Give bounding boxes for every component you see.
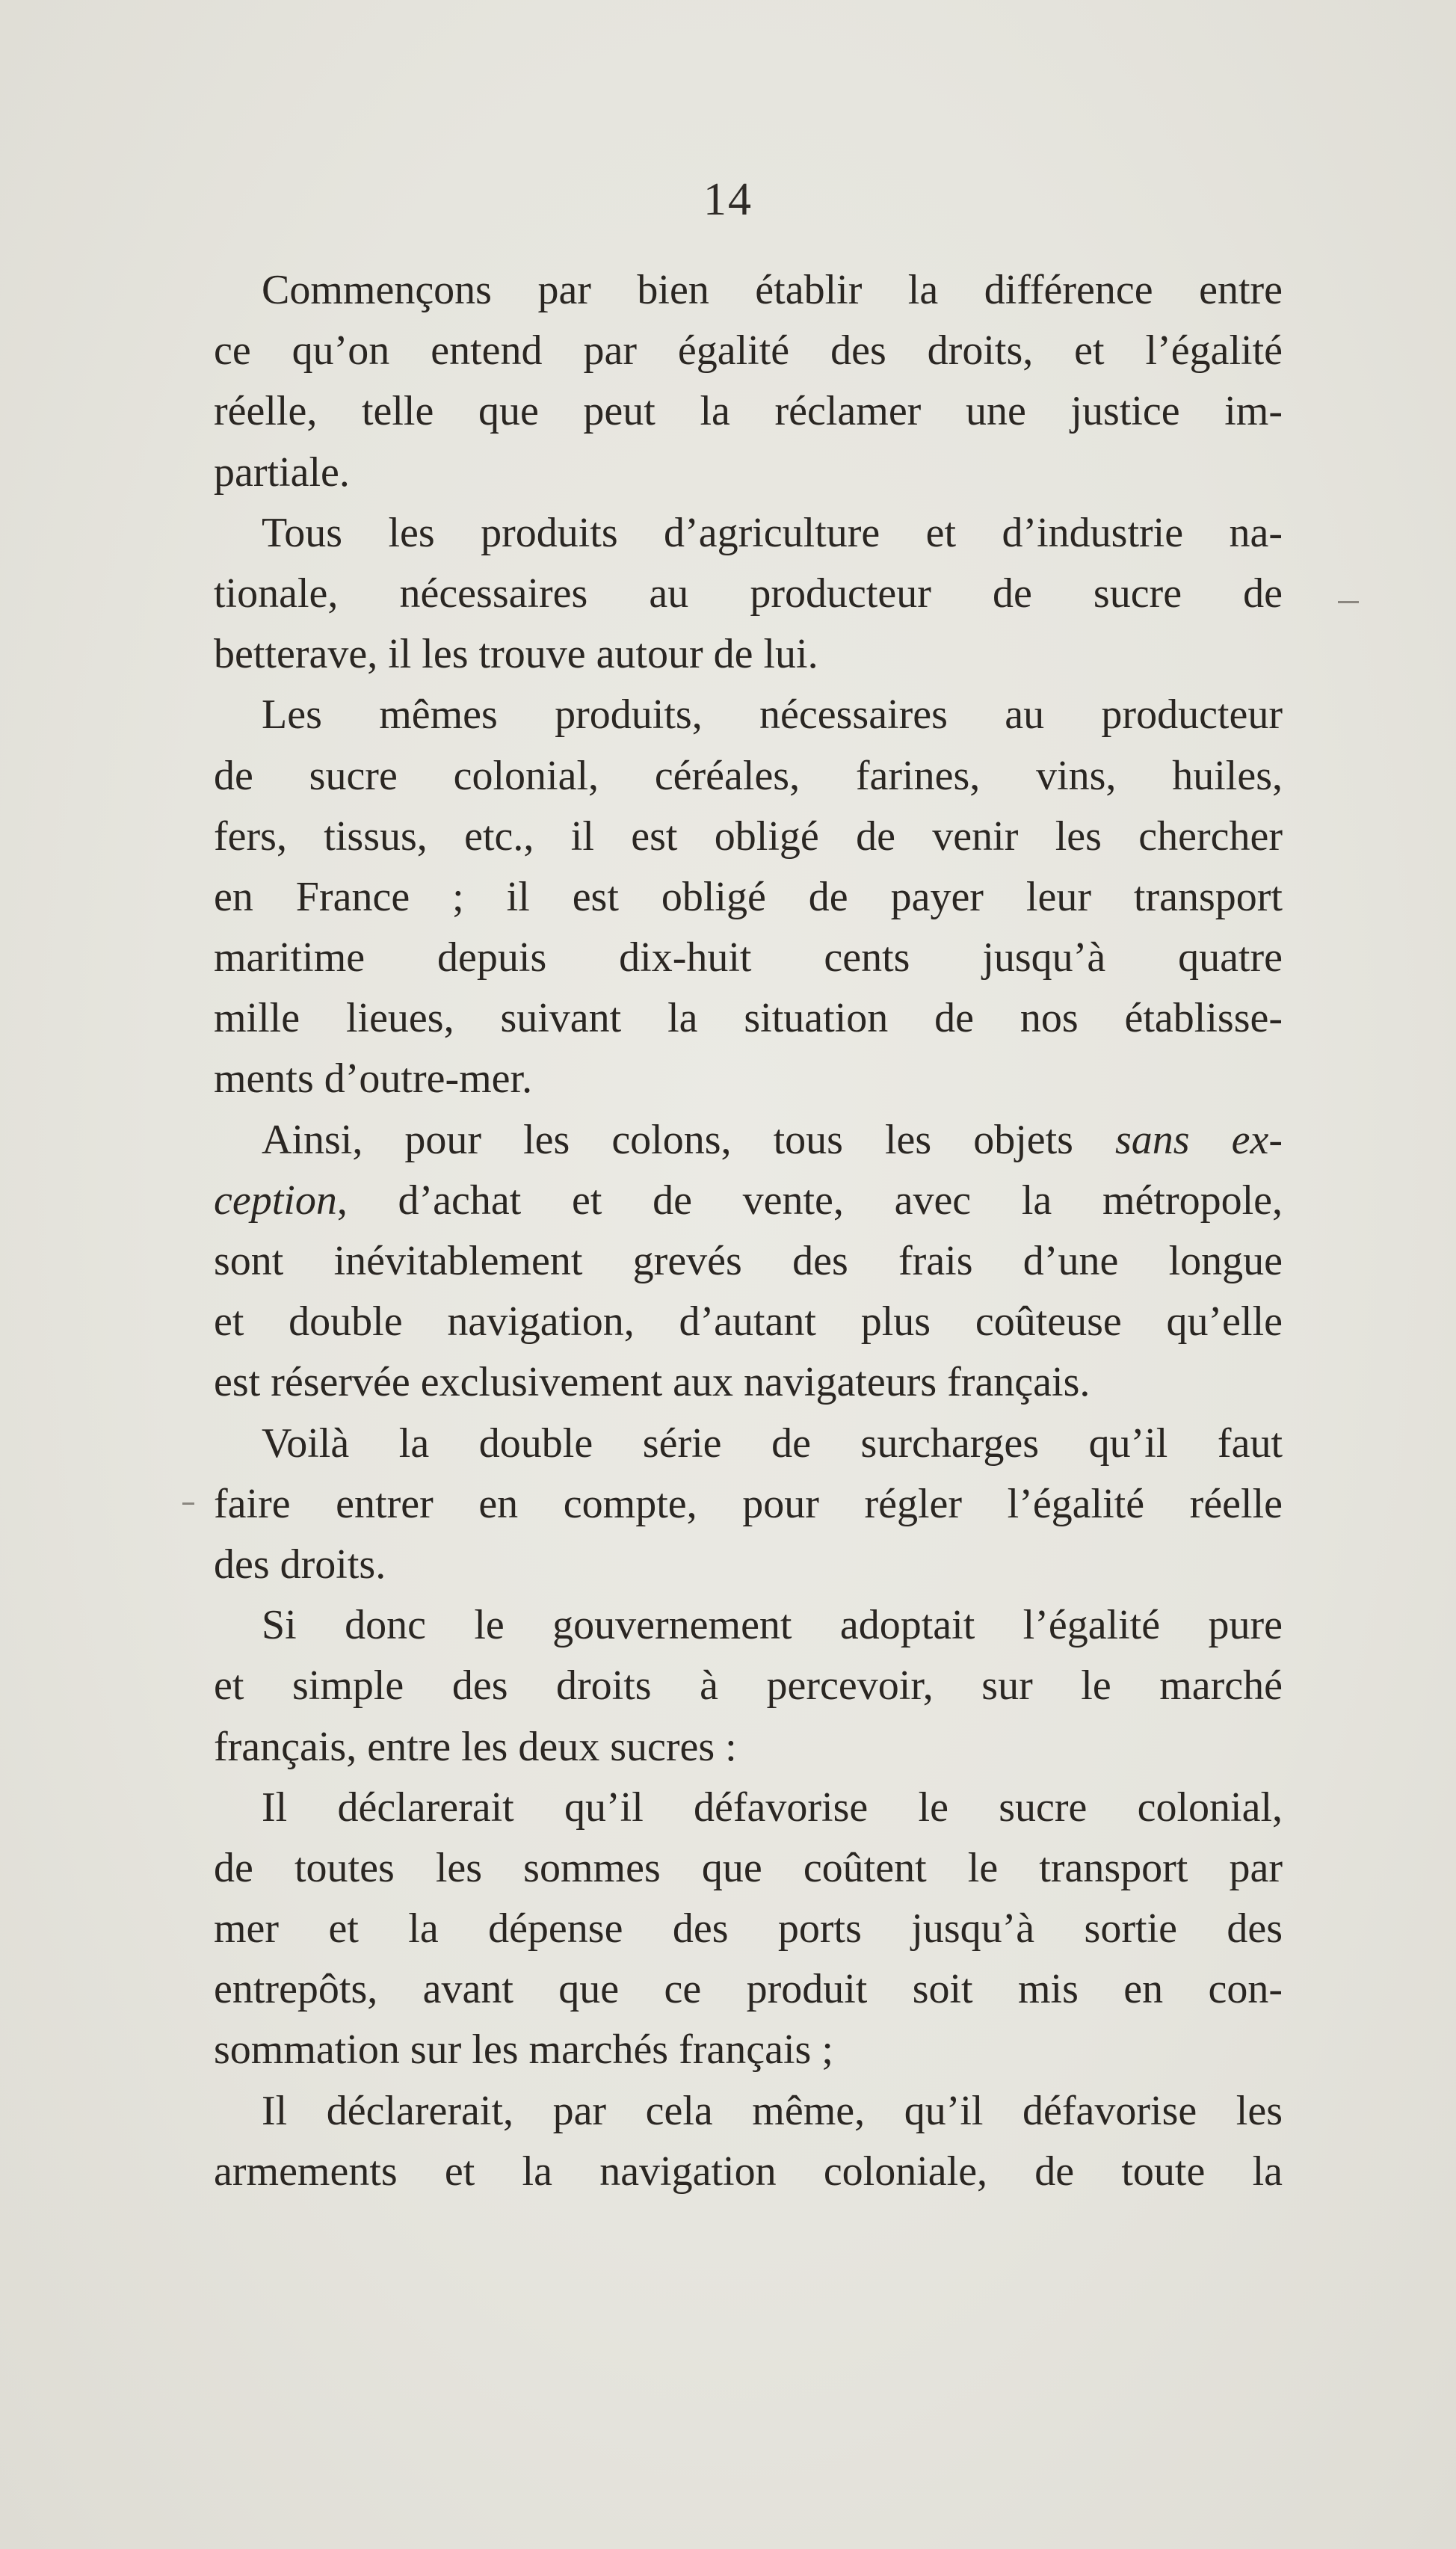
margin-mark <box>182 1502 194 1505</box>
italic-text: ception <box>214 1177 337 1224</box>
text-line: Il déclarerait qu’il défavorise le sucre colonial, <box>262 1784 1283 1831</box>
text-line: armements et la navigation coloniale, de toute la <box>214 2148 1283 2195</box>
text-run: , d’achat et de vente, avec la métropole, <box>336 1177 1283 1224</box>
paragraph <box>214 503 1283 685</box>
text-line: mer et la dépense des ports jusqu’à sortie des <box>214 1905 1283 1952</box>
text-run: Ainsi, pour les colons, tous les objets <box>262 1116 1115 1163</box>
italic-text: sans ex- <box>1115 1116 1283 1163</box>
body-text <box>214 260 1283 2202</box>
paragraph <box>214 1110 1283 1414</box>
text-line: fers, tissus, etc., il est obligé de venir les chercher <box>214 813 1283 860</box>
text-line: et double navigation, d’autant plus coûteuse qu’elle <box>214 1298 1283 1346</box>
text-line: français, entre les deux sucres : <box>214 1723 737 1770</box>
text-line: Les mêmes produits, nécessaires au producteur <box>262 691 1283 739</box>
page-number: 14 <box>703 174 753 225</box>
text-line: Commençons par bien établir la différence entre <box>262 267 1283 313</box>
margin-mark <box>1338 601 1359 603</box>
text-line <box>214 1110 1283 1171</box>
text-line: mille lieues, suivant la situation de nos établisse- <box>214 995 1283 1042</box>
paragraph <box>214 685 1283 1109</box>
text-line: réelle, telle que peut la réclamer une justice im- <box>214 388 1283 435</box>
text-line: Tous les produits d’agriculture et d’industrie na- <box>262 509 1283 556</box>
text-line: partiale. <box>214 449 350 496</box>
text-line: ments d’outre-mer. <box>214 1055 533 1103</box>
text-line: Il déclarerait, par cela même, qu’il défavorise les <box>262 2087 1283 2134</box>
text-line <box>214 1171 1283 1231</box>
text-line: sommation sur les marchés français ; <box>214 2026 833 2074</box>
text-line: ce qu’on entend par égalité des droits, et l’égalité <box>214 327 1283 375</box>
text-line: des droits. <box>214 1541 386 1588</box>
text-line: et simple des droits à percevoir, sur le marché <box>214 1662 1283 1710</box>
text-line: entrepôts, avant que ce produit soit mis en con- <box>214 1966 1283 2013</box>
paragraph <box>214 260 1283 503</box>
text-line: Si donc le gouvernement adoptait l’égalité pure <box>262 1602 1283 1649</box>
text-line: betterave, il les trouve autour de lui. <box>214 631 818 678</box>
text-line: est réservée exclusivement aux navigateurs français. <box>214 1359 1091 1406</box>
text-line: tionale, nécessaires au producteur de sucre de <box>214 570 1283 617</box>
text-line: sont inévitablement grevés des frais d’une longue <box>214 1238 1283 1284</box>
text-line: en France ; il est obligé de payer leur transport <box>214 873 1283 920</box>
text-line: Voilà la double série de surcharges qu’il faut <box>262 1420 1283 1467</box>
paragraph <box>214 1595 1283 1778</box>
text-line: faire entrer en compte, pour régler l’égalité réelle <box>214 1480 1283 1527</box>
paragraph <box>214 1778 1283 2081</box>
text-line: de toutes les sommes que coûtent le transport par <box>214 1844 1283 1891</box>
text-line: de sucre colonial, céréales, farines, vins, huiles, <box>214 752 1283 799</box>
paragraph <box>214 2081 1283 2202</box>
text-line: maritime depuis dix-huit cents jusqu’à quatre <box>214 934 1283 981</box>
paragraph <box>214 1414 1283 1596</box>
